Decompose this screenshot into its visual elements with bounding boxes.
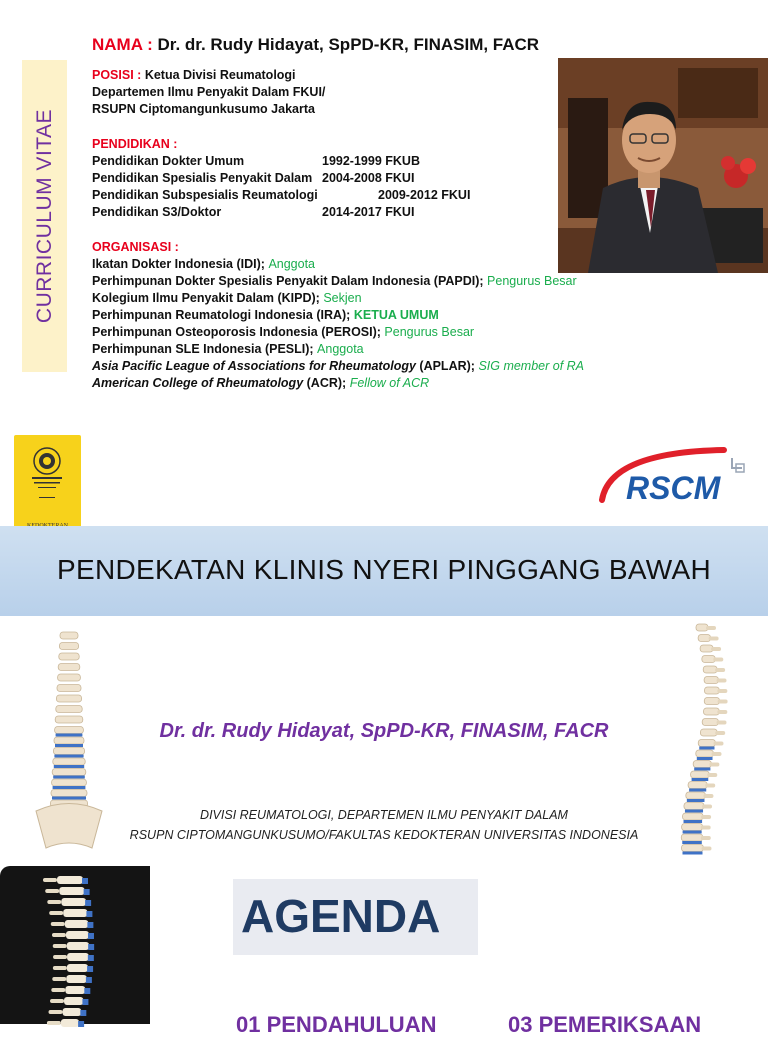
acr-name: American College of Rheumatology bbox=[92, 376, 304, 390]
organisasi-row bbox=[92, 307, 584, 324]
organisasi-label: ORGANISASI : bbox=[92, 240, 179, 254]
pendidikan-label-3: Pendidikan S3/Doktor bbox=[92, 205, 222, 219]
agenda-item-1: 01 PENDAHULUAN bbox=[236, 1012, 437, 1037]
agenda-title: AGENDA bbox=[241, 890, 441, 942]
agenda-slide bbox=[0, 864, 768, 1037]
affiliation-line-2: RSUPN CIPTOMANGUNKUSUMO/FAKULTAS KEDOKTERAN UNIVERSITAS INDONESIA bbox=[129, 828, 639, 842]
name-label: NAMA : bbox=[92, 35, 153, 54]
aplar-name: Asia Pacific League of Associations for Rheumatology bbox=[92, 359, 416, 373]
pendidikan-value-3: 2014-2017 FKUI bbox=[322, 205, 415, 219]
organisasi-row bbox=[92, 256, 584, 273]
pendidikan-label-1: Pendidikan Spesialis Penyakit Dalam bbox=[92, 171, 313, 185]
organisasi-row bbox=[92, 358, 584, 375]
pendidikan-value-0: 1992-1999 FKUB bbox=[322, 154, 420, 168]
profile-photo bbox=[558, 58, 768, 273]
organisasi-row bbox=[92, 273, 584, 290]
org-name-1: Perhimpunan Dokter Spesialis Penyakit Dalam Indonesia (PAPDI); bbox=[92, 274, 484, 288]
org-role-1: Pengurus Besar bbox=[487, 274, 577, 288]
org-name-4: Perhimpunan Osteoporosis Indonesia (PEROSI); bbox=[92, 325, 381, 339]
pendidikan-value-2: 2009-2012 FKUI bbox=[378, 188, 471, 202]
pendidikan-row bbox=[92, 170, 470, 187]
pendidikan-section bbox=[92, 136, 470, 221]
title-slide bbox=[0, 430, 768, 864]
spine-xray-image bbox=[0, 866, 150, 1024]
agenda-title-box bbox=[233, 879, 478, 955]
author-name: Dr. dr. Rudy Hidayat, SpPD-KR, FINASIM, FACR bbox=[159, 720, 609, 742]
org-role-2: Sekjen bbox=[323, 291, 362, 305]
pendidikan-label-2: Pendidikan Subspesialis Reumatologi bbox=[92, 188, 318, 202]
posisi-section bbox=[92, 67, 325, 118]
posisi-line-1: Ketua Divisi Reumatologi bbox=[144, 68, 296, 82]
pendidikan-label-0: Pendidikan Dokter Umum bbox=[92, 154, 245, 168]
org-name-2: Kolegium Ilmu Penyakit Dalam (KIPD); bbox=[92, 291, 320, 305]
ui-faculty-logo bbox=[14, 435, 81, 537]
aplar-abbr: (APLAR); bbox=[419, 359, 475, 373]
pendidikan-value-1: 2004-2008 FKUI bbox=[322, 171, 415, 185]
ui-emblem-icon bbox=[14, 435, 81, 515]
org-name-5: Perhimpunan SLE Indonesia (PESLI); bbox=[92, 342, 314, 356]
aplar-role: SIG member of RA bbox=[478, 359, 585, 373]
organisasi-row bbox=[92, 375, 584, 392]
organisasi-row bbox=[92, 290, 584, 307]
org-name-3: Perhimpunan Reumatologi Indonesia (IRA); bbox=[92, 308, 351, 322]
pendidikan-row bbox=[92, 204, 470, 221]
title-band bbox=[0, 526, 768, 616]
pendidikan-row bbox=[92, 153, 470, 170]
presentation-title: PENDEKATAN KLINIS NYERI PINGGANG BAWAH bbox=[57, 554, 711, 585]
name-value: Dr. dr. Rudy Hidayat, SpPD-KR, FINASIM, FACR bbox=[157, 35, 540, 54]
posisi-line-3: RSUPN Ciptomangunkusumo Jakarta bbox=[92, 102, 315, 116]
pendidikan-label: PENDIDIKAN : bbox=[92, 137, 178, 151]
org-role-5: Anggota bbox=[317, 342, 364, 356]
posisi-label: POSISI : bbox=[92, 68, 142, 82]
pendidikan-row bbox=[92, 187, 470, 204]
rscm-logo-text: RSCM bbox=[626, 470, 721, 506]
acr-abbr: (ACR); bbox=[306, 376, 347, 390]
organisasi-row bbox=[92, 324, 584, 341]
org-role-0: Anggota bbox=[268, 257, 316, 271]
organisasi-section bbox=[92, 239, 584, 392]
affiliation-line-1: DIVISI REUMATOLOGI, DEPARTEMEN ILMU PENYAKIT DALAM bbox=[200, 808, 568, 822]
rscm-logo bbox=[596, 438, 756, 510]
org-name-0: Ikatan Dokter Indonesia (IDI); bbox=[92, 257, 265, 271]
org-role-4: Pengurus Besar bbox=[384, 325, 475, 339]
org-role-3: KETUA UMUM bbox=[353, 308, 439, 322]
posisi-line-2: Departemen Ilmu Penyakit Dalam FKUI/ bbox=[92, 85, 326, 99]
cv-side-banner bbox=[22, 60, 67, 372]
organisasi-row bbox=[92, 341, 584, 358]
cv-side-label: CURRICULUM VITAE bbox=[32, 108, 56, 324]
agenda-item-2: 03 PEMERIKSAAN bbox=[508, 1012, 702, 1037]
cv-slide bbox=[0, 0, 768, 430]
cv-name-line bbox=[92, 35, 539, 55]
acr-role: Fellow of ACR bbox=[349, 376, 430, 390]
